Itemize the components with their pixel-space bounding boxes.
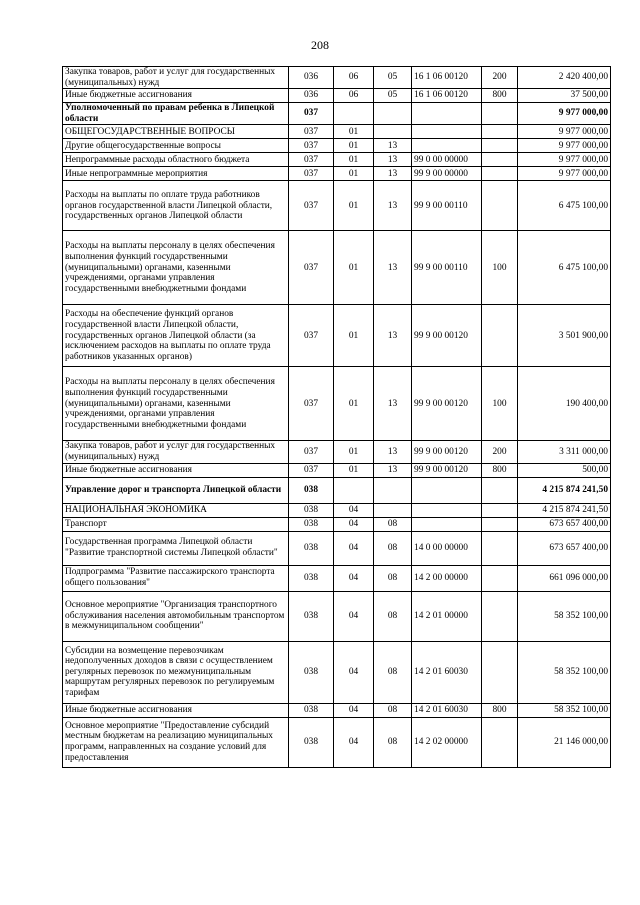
row-target-code: 14 2 01 60030 [412,641,482,703]
row-ministry-code: 037 [289,103,334,125]
row-name: Подпрограмма "Развитие пассажирского транспорта общего пользования" [63,565,289,591]
row-name: Иные бюджетные ассигнования [63,89,289,103]
row-section-code: 01 [334,181,374,231]
row-expense-type-code [482,641,518,703]
row-amount: 9 977 000,00 [518,139,611,153]
row-ministry-code: 038 [289,531,334,565]
row-target-code: 14 2 01 00000 [412,591,482,641]
row-target-code: 99 9 00 00110 [412,231,482,305]
row-target-code: 99 9 00 00120 [412,441,482,463]
row-expense-type-code: 100 [482,231,518,305]
row-section-code: 04 [334,717,374,767]
table-row [63,139,611,153]
row-ministry-code: 037 [289,367,334,441]
row-target-code: 14 2 02 00000 [412,717,482,767]
row-target-code [412,125,482,139]
row-section-code: 04 [334,517,374,531]
table-row [63,305,611,367]
row-section-code: 06 [334,89,374,103]
row-subsection-code: 08 [374,641,412,703]
row-expense-type-code [482,103,518,125]
row-section-code: 01 [334,153,374,167]
row-subsection-code: 13 [374,231,412,305]
row-target-code: 99 9 00 00120 [412,305,482,367]
row-expense-type-code [482,305,518,367]
table-row [63,89,611,103]
row-amount: 190 400,00 [518,367,611,441]
row-expense-type-code: 800 [482,463,518,477]
table-row [63,463,611,477]
row-expense-type-code [482,531,518,565]
row-ministry-code: 037 [289,441,334,463]
row-target-code [412,503,482,517]
row-amount: 9 977 000,00 [518,167,611,181]
table-row [63,125,611,139]
row-amount: 6 475 100,00 [518,231,611,305]
table-row [63,717,611,767]
row-section-code: 06 [334,67,374,89]
row-amount: 3 501 900,00 [518,305,611,367]
table-row [63,517,611,531]
row-section-code: 01 [334,139,374,153]
row-subsection-code [374,503,412,517]
row-target-code: 99 9 00 00120 [412,367,482,441]
table-row [63,477,611,503]
row-ministry-code: 037 [289,125,334,139]
row-amount: 500,00 [518,463,611,477]
row-ministry-code: 038 [289,477,334,503]
table-row [63,167,611,181]
row-target-code: 16 1 06 00120 [412,67,482,89]
row-section-code: 04 [334,565,374,591]
table-row [63,641,611,703]
table-row [63,153,611,167]
row-subsection-code: 13 [374,305,412,367]
row-expense-type-code [482,125,518,139]
row-subsection-code [374,477,412,503]
row-ministry-code: 038 [289,591,334,641]
row-ministry-code: 037 [289,139,334,153]
row-ministry-code: 037 [289,167,334,181]
row-name: Непрограммные расходы областного бюджета [63,153,289,167]
row-name: Закупка товаров, работ и услуг для государственных (муниципальных) нужд [63,441,289,463]
row-expense-type-code [482,717,518,767]
row-name: Закупка товаров, работ и услуг для государственных (муниципальных) нужд [63,67,289,89]
table-row [63,565,611,591]
row-subsection-code: 08 [374,517,412,531]
row-ministry-code: 037 [289,153,334,167]
row-name: Управление дорог и транспорта Липецкой области [63,477,289,503]
row-amount: 4 215 874 241,50 [518,477,611,503]
row-target-code [412,103,482,125]
row-subsection-code: 08 [374,531,412,565]
row-name: Основное мероприятие "Организация транспортного обслуживания населения автомобильным транспортом в межмуниципальном сообщении" [63,591,289,641]
row-section-code: 01 [334,231,374,305]
row-expense-type-code: 100 [482,367,518,441]
row-amount: 37 500,00 [518,89,611,103]
row-subsection-code [374,125,412,139]
row-name: Транспорт [63,517,289,531]
row-name: Расходы на выплаты персоналу в целях обеспечения выполнения функций государственными (муниципальными) органами, казенными учреждениями, органами управления государственными внебюджетными фондами [63,367,289,441]
row-target-code: 14 2 00 00000 [412,565,482,591]
row-ministry-code: 037 [289,231,334,305]
table-row [63,503,611,517]
row-name: ОБЩЕГОСУДАРСТВЕННЫЕ ВОПРОСЫ [63,125,289,139]
table-row [63,367,611,441]
row-amount: 6 475 100,00 [518,181,611,231]
table-row [63,231,611,305]
row-target-code: 99 0 00 00000 [412,153,482,167]
row-section-code: 04 [334,503,374,517]
row-amount: 58 352 100,00 [518,703,611,717]
row-subsection-code: 13 [374,139,412,153]
row-subsection-code: 13 [374,463,412,477]
table-row [63,531,611,565]
row-name: Иные бюджетные ассигнования [63,703,289,717]
row-expense-type-code [482,591,518,641]
row-ministry-code: 037 [289,181,334,231]
row-subsection-code: 05 [374,89,412,103]
row-name: НАЦИОНАЛЬНАЯ ЭКОНОМИКА [63,503,289,517]
row-subsection-code: 13 [374,167,412,181]
table-row [63,181,611,231]
row-target-code: 14 0 00 00000 [412,531,482,565]
row-amount: 673 657 400,00 [518,531,611,565]
row-amount: 21 146 000,00 [518,717,611,767]
row-expense-type-code [482,153,518,167]
row-expense-type-code: 200 [482,441,518,463]
row-expense-type-code [482,565,518,591]
table-row [63,67,611,89]
row-subsection-code: 13 [374,153,412,167]
row-name: Иные непрограммные мероприятия [63,167,289,181]
row-name: Расходы на выплаты персоналу в целях обеспечения выполнения функций государственными (муниципальными) органами, казенными учреждениями, органами управления государственными внебюджетными фондами [63,231,289,305]
row-amount: 4 215 874 241,50 [518,503,611,517]
row-target-code: 99 9 00 00120 [412,463,482,477]
budget-table [62,66,611,768]
row-section-code [334,477,374,503]
row-subsection-code: 13 [374,367,412,441]
row-ministry-code: 037 [289,305,334,367]
row-expense-type-code: 800 [482,89,518,103]
table-row [63,591,611,641]
row-target-code [412,477,482,503]
row-expense-type-code [482,139,518,153]
page-number: 208 [311,38,329,52]
row-target-code: 16 1 06 00120 [412,89,482,103]
row-ministry-code: 036 [289,89,334,103]
row-section-code: 01 [334,125,374,139]
row-section-code: 01 [334,367,374,441]
row-ministry-code: 038 [289,565,334,591]
row-amount: 2 420 400,00 [518,67,611,89]
row-expense-type-code [482,517,518,531]
row-amount: 673 657 400,00 [518,517,611,531]
row-ministry-code: 038 [289,503,334,517]
row-subsection-code: 08 [374,565,412,591]
row-subsection-code: 08 [374,717,412,767]
row-name: Уполномоченный по правам ребенка в Липецкой области [63,103,289,125]
row-target-code: 99 9 00 00000 [412,167,482,181]
row-amount: 58 352 100,00 [518,591,611,641]
row-target-code [412,517,482,531]
row-expense-type-code [482,503,518,517]
row-amount: 3 311 000,00 [518,441,611,463]
row-name: Расходы на обеспечение функций органов государственной власти Липецкой области, государственных органов Липецкой области (за исключением расходов на выплаты по оплате труда работников указанных органов) [63,305,289,367]
row-expense-type-code [482,167,518,181]
row-ministry-code: 038 [289,703,334,717]
row-name: Другие общегосударственные вопросы [63,139,289,153]
row-ministry-code: 038 [289,717,334,767]
row-subsection-code: 08 [374,591,412,641]
row-amount: 661 096 000,00 [518,565,611,591]
row-subsection-code: 13 [374,181,412,231]
row-expense-type-code: 200 [482,67,518,89]
row-target-code: 99 9 00 00110 [412,181,482,231]
row-name: Субсидии на возмещение перевозчикам недополученных доходов в связи с осуществлением регулярных перевозок по межмуниципальным маршрутам регулярных перевозок по регулируемым тарифам [63,641,289,703]
row-ministry-code: 036 [289,67,334,89]
row-section-code: 01 [334,305,374,367]
row-name: Основное мероприятие "Предоставление субсидий местным бюджетам на реализацию муниципальных программ, направленных на создание условий для предоставления [63,717,289,767]
row-target-code [412,139,482,153]
row-section-code: 04 [334,531,374,565]
row-section-code: 04 [334,641,374,703]
budget-table-body [63,67,611,768]
row-expense-type-code: 800 [482,703,518,717]
row-name: Государственная программа Липецкой области "Развитие транспортной системы Липецкой области" [63,531,289,565]
row-name: Расходы на выплаты по оплате труда работников органов государственной власти Липецкой области, государственных органов Липецкой области [63,181,289,231]
row-section-code [334,103,374,125]
row-section-code: 01 [334,441,374,463]
row-expense-type-code [482,181,518,231]
row-target-code: 14 2 01 60030 [412,703,482,717]
row-amount: 9 977 000,00 [518,153,611,167]
row-name: Иные бюджетные ассигнования [63,463,289,477]
row-expense-type-code [482,477,518,503]
row-amount: 58 352 100,00 [518,641,611,703]
row-section-code: 04 [334,591,374,641]
row-subsection-code: 13 [374,441,412,463]
row-ministry-code: 038 [289,641,334,703]
table-row [63,103,611,125]
row-section-code: 01 [334,167,374,181]
row-amount: 9 977 000,00 [518,125,611,139]
row-section-code: 01 [334,463,374,477]
row-ministry-code: 038 [289,517,334,531]
row-subsection-code: 05 [374,67,412,89]
row-ministry-code: 037 [289,463,334,477]
row-section-code: 04 [334,703,374,717]
row-amount: 9 977 000,00 [518,103,611,125]
table-row [63,703,611,717]
row-subsection-code [374,103,412,125]
table-row [63,441,611,463]
row-subsection-code: 08 [374,703,412,717]
